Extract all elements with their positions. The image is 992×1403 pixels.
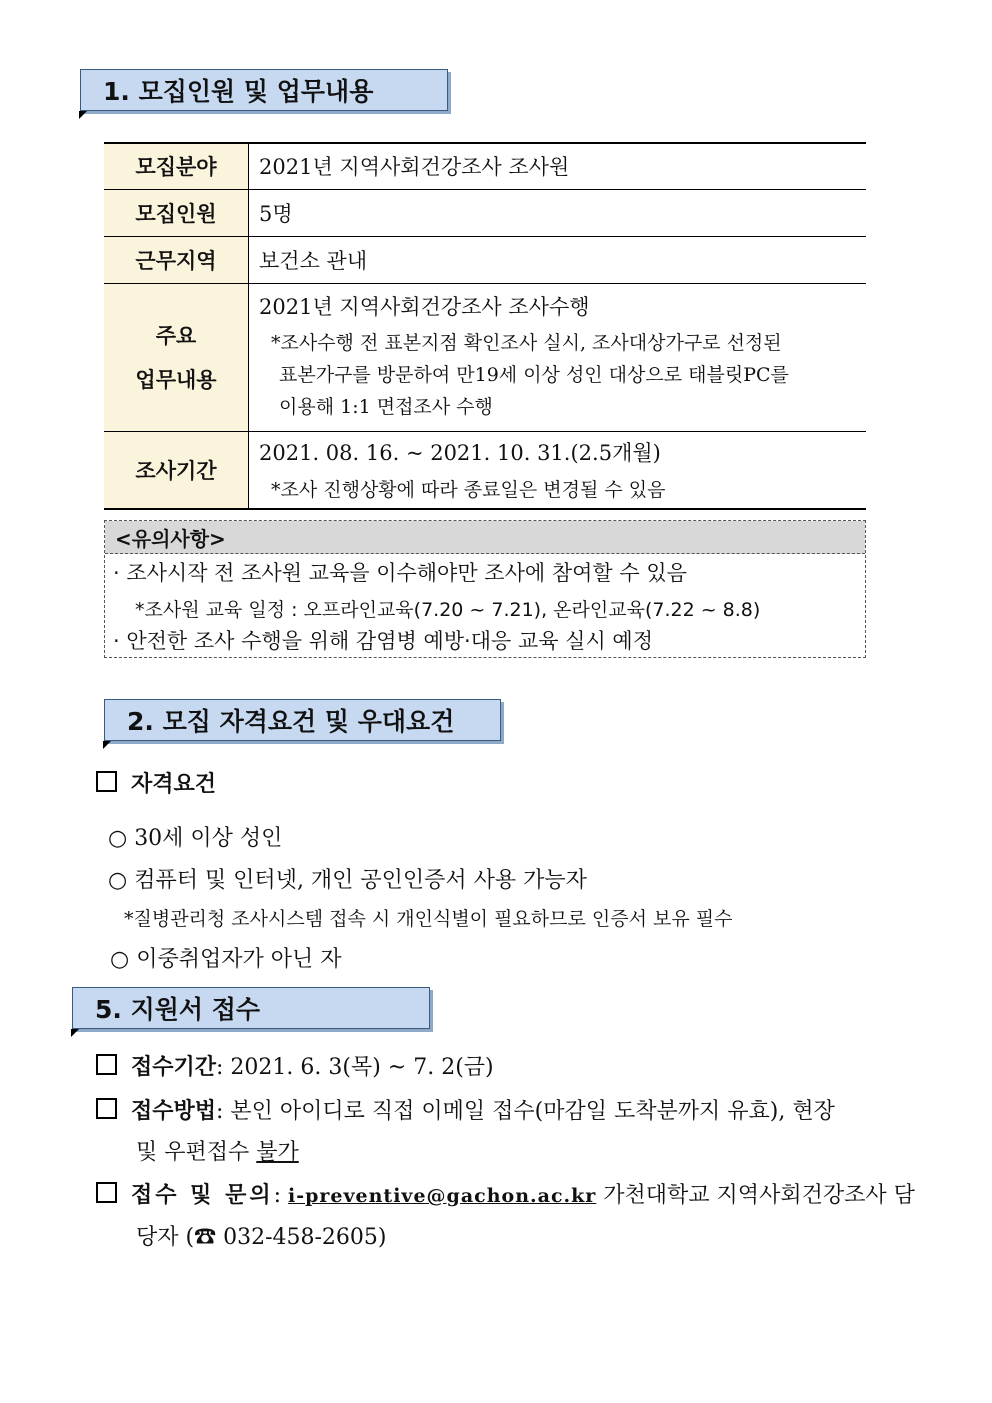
method-value-cont: 및 우편접수 [136, 1140, 257, 1165]
contact-label: 접수 및 문의 [131, 1182, 274, 1208]
notice-box [104, 520, 866, 658]
notice-title: <유의사항> [105, 521, 865, 554]
table-label: 근무지역 [104, 236, 249, 283]
checkbox-icon [96, 771, 117, 792]
application-method-cont [136, 1135, 299, 1166]
qualification-heading [96, 767, 216, 798]
method-value: : 본인 아이디로 직접 이메일 접수(마감일 도착분까지 유효), 현장 [216, 1099, 835, 1124]
table-row [104, 236, 866, 283]
list-item: ○ 컴퓨터 및 인터넷, 개인 공인인증서 사용 가능자 [108, 868, 587, 893]
section-1-header [80, 69, 448, 111]
table-row [104, 283, 866, 431]
method-value-emph: 불가 [256, 1140, 299, 1165]
table-label-line: 주요 [155, 323, 197, 348]
list-item-note: *질병관리청 조사시스템 접속 시 개인식별이 필요하므로 인증서 보유 필수 [124, 908, 733, 930]
table-value: 5명 [249, 189, 867, 236]
duty-main: 2021년 지역사회건강조사 조사수행 [259, 295, 590, 319]
duty-note: 이용해 1:1 면접조사 수행 [279, 396, 493, 418]
email-link[interactable]: i-preventive@gachon.ac.kr [288, 1185, 597, 1207]
table-label [104, 283, 249, 431]
table-label-line: 업무내용 [135, 367, 217, 392]
table-row [104, 431, 866, 509]
period-main: 2021. 08. 16. ~ 2021. 10. 31.(2.5개월) [259, 441, 661, 466]
table-value: 보건소 관내 [249, 236, 867, 283]
table-value [249, 431, 867, 509]
table-row [104, 143, 866, 189]
period-label: 접수기간 [131, 1054, 217, 1080]
list-item: ○ 이중취업자가 아닌 자 [110, 947, 342, 972]
contact-rest: 가천대학교 지역사회건강조사 담 [596, 1183, 915, 1208]
notice-line: *조사원 교육 일정 : 오프라인교육(7.20 ~ 7.21), 온라인교육(7.22 ~ 8.8) [135, 599, 761, 621]
checkbox-icon [96, 1182, 117, 1203]
qualification-heading-label: 자격요건 [131, 771, 217, 797]
contact-colon: : [273, 1183, 288, 1208]
section-5-title: 5. 지원서 접수 [95, 995, 261, 1024]
section-1-title: 1. 모집인원 및 업무내용 [103, 77, 374, 106]
table-label: 모집분야 [104, 143, 249, 189]
application-method [96, 1094, 835, 1125]
table-label: 모집인원 [104, 189, 249, 236]
application-contact [96, 1178, 915, 1209]
period-value: : 2021. 6. 3(목) ~ 7. 2(금) [216, 1055, 494, 1080]
method-label: 접수방법 [131, 1098, 217, 1124]
table-label: 조사기간 [104, 431, 249, 509]
contact-cont: 당자 (☎ 032-458-2605) [136, 1225, 387, 1250]
notice-line: · 안전한 조사 수행을 위해 감염병 예방·대응 교육 실시 예정 [113, 629, 654, 653]
list-item: ○ 30세 이상 성인 [108, 826, 283, 851]
table-row [104, 189, 866, 236]
section-5-header [72, 987, 430, 1029]
period-note: *조사 진행상황에 따라 종료일은 변경될 수 있음 [271, 479, 666, 502]
checkbox-icon [96, 1098, 117, 1119]
table-value [249, 283, 867, 431]
duty-note: 표본가구를 방문하여 만19세 이상 성인 대상으로 태블릿PC를 [279, 364, 789, 386]
recruitment-table [104, 142, 866, 510]
application-period [96, 1050, 494, 1081]
duty-note: *조사수행 전 표본지점 확인조사 실시, 조사대상가구로 선정된 [271, 332, 782, 354]
section-2-title: 2. 모집 자격요건 및 우대요건 [127, 707, 455, 736]
table-value: 2021년 지역사회건강조사 조사원 [249, 143, 867, 189]
section-2-header [104, 699, 501, 741]
checkbox-icon [96, 1054, 117, 1075]
notice-line: · 조사시작 전 조사원 교육을 이수해야만 조사에 참여할 수 있음 [113, 561, 687, 585]
